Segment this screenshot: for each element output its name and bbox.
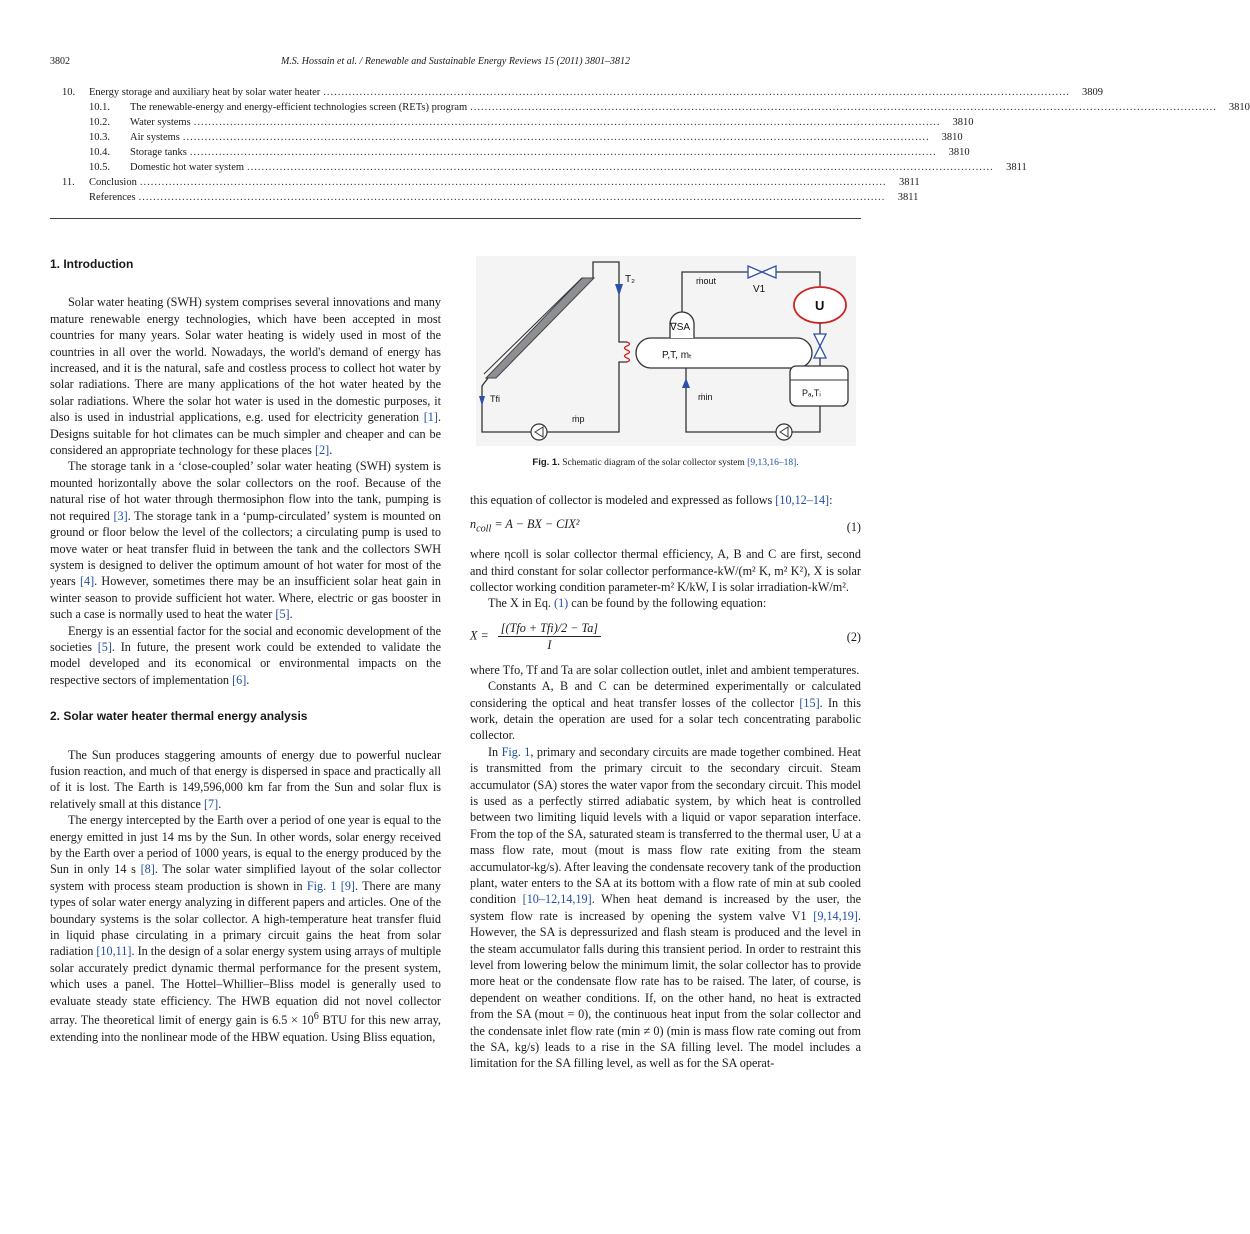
text-run: . Designs suitable for hot climates can be much simpler and cheaper and can be considered an appropriate technology for these places bbox=[50, 410, 441, 458]
text-run: . bbox=[218, 796, 222, 811]
page-number: 3802 bbox=[50, 56, 70, 67]
toc-title: Energy storage and auxiliary heat by solar water heater bbox=[89, 87, 321, 98]
figure-link[interactable]: Fig. 1 bbox=[306, 878, 337, 893]
equation-2 bbox=[470, 620, 861, 654]
text-run: . bbox=[289, 607, 293, 622]
text-run: . However, sometimes there may be an insufficient solar heat gain in winter season to provide sufficient hot water. Where, electric or gas booster in such a case is normally used to heat the water bbox=[50, 574, 441, 622]
toc-leader: .............................................................................................................................................................................................................. bbox=[193, 117, 941, 128]
eq-subscript: coll bbox=[476, 523, 492, 535]
paragraph bbox=[470, 492, 861, 508]
toc-page: 3811 bbox=[1006, 162, 1027, 173]
toc-leader: .............................................................................................................................................................................................................. bbox=[189, 147, 937, 158]
schematic-diagram bbox=[476, 256, 856, 446]
toc-leader: .............................................................................................................................................................................................................. bbox=[247, 162, 994, 173]
text-run: . There are many types of solar water energy analyzing in different papers and articles. One of the boundary systems is the solar collector. A high-temperature heat transfer fluid in liquid phase circulating in a primary circuit gains the heat from solar radiation bbox=[50, 878, 441, 959]
toc-entry[interactable] bbox=[62, 145, 970, 160]
text-run: In bbox=[488, 744, 502, 759]
figure-link[interactable]: Fig. 1 bbox=[501, 744, 531, 759]
figure-caption bbox=[470, 457, 861, 468]
superscript: 6 bbox=[313, 1011, 319, 1023]
caption-label: Fig. 1. bbox=[532, 457, 560, 468]
toc-number: 10.1. bbox=[89, 102, 110, 113]
citation-link[interactable]: [3] bbox=[113, 508, 128, 523]
eq-denominator: I bbox=[547, 638, 552, 653]
condensate-pump-icon bbox=[776, 424, 792, 440]
toc-number: 10.5. bbox=[89, 162, 110, 173]
text-run: : bbox=[829, 493, 833, 507]
text-run: . However, the SA is depressurized and flash steam is produced and the level in the steam accumulator falls during this transient period. In order to restraint this level from lowering below the minimum limit, the solar collector has to provide more heat or the condensate flow rate has to be raised. The later, of course, is dependent on weather conditions. If, on the other hand, no heat is extracted from the SA (mout = 0), the continuous heat input from the solar collector and the condensate inlet flow rate (min ≠ 0) (min is mass flow rate coming out from the SA, kg/s) leads to a rise in the SA filling level. The model includes a limitation for the SA filling level, as well as for the SA operat- bbox=[470, 908, 861, 1071]
label-m-p: ṁp bbox=[572, 414, 585, 424]
toc-title: The renewable-energy and energy-efficient technologies screen (RETs) program bbox=[130, 102, 468, 113]
toc-page: 3811 bbox=[898, 177, 920, 188]
text-run: . When heat demand is increased by the user, the system flow rate is increased by opening the system valve V1 bbox=[470, 892, 861, 923]
toc-page: 3811 bbox=[897, 192, 919, 203]
text-run: The X in Eq. bbox=[488, 596, 555, 611]
toc-page: 3810 bbox=[948, 147, 970, 158]
equation-body bbox=[470, 516, 579, 538]
toc-title: Air systems bbox=[130, 132, 180, 143]
text-run: The energy intercepted by the Earth over a period of one year is equal to the energy emitted in just 14 ms by the Sun. In other words, solar energy received by the Earth over a period of 1000 years, is equal to the energy produced by the Sun in only 14 s bbox=[50, 813, 441, 877]
text-run: this equation of collector is modeled and expressed as follows bbox=[470, 493, 776, 507]
citation-link[interactable]: [4] bbox=[79, 574, 95, 589]
left-column bbox=[50, 256, 441, 1045]
toc-number: 10.3. bbox=[89, 132, 110, 143]
toc-number: 10.4. bbox=[89, 147, 110, 158]
journal-citation: M.S. Hossain et al. / Renewable and Sustainable Energy Reviews 15 (2011) 3801–3812 bbox=[280, 56, 631, 67]
paragraph bbox=[50, 458, 441, 622]
label-tfi: Tfi bbox=[490, 394, 500, 404]
paragraph bbox=[50, 623, 441, 689]
text-run: . bbox=[246, 672, 250, 687]
toc-page: 3809 bbox=[1082, 87, 1104, 98]
text-run: The Sun produces staggering amounts of energy due to powerful nuclear fusion reaction, and much of that energy is dispersed in space and practically all of it is lost. The Earth is 149,596,000 km far from the Sun and solar flux is relatively small at this distance bbox=[50, 747, 441, 811]
toc-title: Conclusion bbox=[89, 177, 137, 188]
text-run: . In this work, detain the operation are used for a solar tech concentrating parabolic collector. bbox=[470, 695, 861, 743]
text-run: . The storage tank in a ‘pump-circulated’ system is mounted on ground or floor below the level of the collectors; a circulating pump is used to move water or heat transfer fluid in between the tank and the collectors SWH system is designed to deliver the optimum amount of hot water for most of the years bbox=[50, 508, 441, 589]
section-heading-thermal-analysis: 2. Solar water heater thermal energy analysis bbox=[50, 709, 308, 724]
text-run: Solar water heating (SWH) system comprises several innovations and many mature renewable energy technologies, which have been accepted in most countries for many years. Solar water heating is widely used in most of the countries in all over the world. Nowadays, the world's demand of energy has increased, and it is the natural, safe and costless process to collect hot water by solar radiations. There are many applications of the hot water heated by the solar radiations. Where the solar hot water is used in the domestic purposes, it also is used in industrial applications, e.g. used for electricity generation bbox=[50, 295, 441, 425]
paragraph bbox=[50, 747, 441, 813]
toc-entry[interactable] bbox=[62, 115, 974, 130]
toc-leader: .............................................................................................................................................................................................................. bbox=[323, 87, 1071, 98]
citation-link[interactable]: [6] bbox=[232, 672, 247, 687]
text-run: The storage tank in a ‘close-coupled’ solar water heating (SWH) system is mounted horizontally above the solar collectors on the roof. Because of the natural rise of hot water through thermosiphon flow into the tank, pumping is not required bbox=[50, 459, 441, 523]
equation-number: (1) bbox=[846, 520, 861, 535]
toc-entry[interactable] bbox=[62, 190, 919, 205]
label-pa-ti: Pₐ,Tᵢ bbox=[802, 388, 821, 398]
toc-number: 11. bbox=[62, 177, 75, 188]
paragraph bbox=[50, 812, 441, 1045]
condensate-recovery-tank bbox=[790, 366, 848, 406]
citation-link[interactable]: [5] bbox=[275, 607, 290, 622]
label-sa: ∇SA bbox=[670, 322, 691, 333]
text-run: . In the design of a solar energy system using arrays of multiple solar accurately predict dynamic thermal performance for the present system, which uses a panel. The Hottel–Whillier–Bliss model is generally used to evaluate steady state efficiency. The HWB equation did not novel collector array. The theoretical limit of energy gain is 6.5 × 10 bbox=[50, 944, 441, 1028]
toc-leader: .............................................................................................................................................................................................................. bbox=[470, 102, 1217, 113]
label-ptm: P,T, mₜ bbox=[662, 350, 692, 361]
citation-link[interactable]: [5] bbox=[97, 639, 112, 654]
citation-link[interactable]: [2] bbox=[314, 443, 330, 458]
label-m-out: ṁout bbox=[696, 276, 717, 286]
toc-page: 3810 bbox=[952, 117, 974, 128]
citation-link[interactable]: [8] bbox=[140, 862, 155, 877]
right-column bbox=[470, 492, 861, 1072]
text-run: Constants A, B and C can be determined experimentally or calculated considering the optical and heat transfer losses of the collector bbox=[470, 679, 861, 710]
toc-entry[interactable] bbox=[62, 100, 1250, 115]
eq-lhs: X = bbox=[470, 628, 489, 643]
equation-number: (2) bbox=[846, 629, 861, 644]
citation-link[interactable]: [10,12–14] bbox=[775, 493, 830, 507]
toc-title: Storage tanks bbox=[130, 147, 187, 158]
toc-number: 10. bbox=[62, 87, 76, 98]
equation-1 bbox=[470, 516, 861, 538]
paragraph bbox=[50, 294, 441, 458]
toc-divider bbox=[50, 218, 861, 219]
caption-text: Schematic diagram of the solar collector system bbox=[559, 458, 748, 468]
citation-link[interactable]: [9,14,19] bbox=[813, 908, 858, 923]
eq-rhs: = A − BX − CIX² bbox=[491, 517, 580, 532]
equation-link[interactable]: (1) bbox=[554, 596, 569, 611]
toc-title: Domestic hot water system bbox=[130, 162, 245, 173]
text-run: . In future, the present work could be extended to validate the model developed and its economical or environmental impacts on the respective sectors of implementation bbox=[50, 639, 441, 687]
citation-link[interactable]: [10,11] bbox=[96, 944, 132, 959]
citation-link[interactable]: [7] bbox=[204, 796, 219, 811]
toc-title: References bbox=[89, 192, 136, 203]
toc-entry[interactable] bbox=[62, 85, 1104, 100]
toc-entry[interactable] bbox=[62, 175, 920, 190]
citation-link[interactable]: [10–12,14,19] bbox=[522, 892, 592, 907]
citation-link[interactable]: [9] bbox=[340, 878, 355, 893]
paragraph bbox=[470, 678, 861, 744]
eq-fraction bbox=[498, 620, 601, 654]
paragraph: where ηcoll is solar collector thermal efficiency, A, B and C are first, second and third constant for solar collector performance-kW/(m² K, m² K²), X is solar collector working condition parameter-m² K/kW, I is solar irradiation-kW/m². bbox=[470, 547, 861, 595]
table-of-contents bbox=[62, 85, 1250, 205]
eq-numerator: [(Tfo + Tfi)/2 − Ta] bbox=[498, 620, 601, 637]
paragraph bbox=[470, 595, 861, 611]
toc-entry[interactable] bbox=[62, 130, 963, 145]
primary-pump-icon bbox=[531, 424, 547, 440]
citation-link[interactable]: [15] bbox=[799, 695, 820, 710]
toc-leader: .............................................................................................................................................................................................................. bbox=[182, 132, 930, 143]
text-run: . The solar water simplified layout of the solar collector system with process steam production is shown in bbox=[50, 862, 442, 893]
section-heading-introduction: 1. Introduction bbox=[50, 257, 134, 271]
text-run: . bbox=[329, 443, 333, 458]
label-m-in: ṁin bbox=[698, 392, 713, 402]
toc-number: 10.2. bbox=[89, 117, 110, 128]
text-run: Energy is an essential factor for the social and economic development of the societies bbox=[50, 623, 441, 654]
eq-lhs: n bbox=[470, 517, 477, 532]
text-run: BTU for this new array, extending into the nonlinear mode of the HBW equation. Using Bliss equation, bbox=[50, 1013, 441, 1044]
toc-leader: .............................................................................................................................................................................................................. bbox=[138, 192, 886, 203]
label-user-u: U bbox=[815, 298, 825, 313]
toc-page: 3810 bbox=[1228, 102, 1250, 113]
toc-page: 3810 bbox=[941, 132, 963, 143]
figure-solar-collector-schematic bbox=[476, 256, 856, 446]
toc-entry[interactable] bbox=[62, 160, 1027, 175]
toc-leader: .............................................................................................................................................................................................................. bbox=[139, 177, 887, 188]
caption-text: . bbox=[796, 458, 799, 468]
citation-link[interactable]: [9,13,16–18] bbox=[747, 458, 797, 468]
paragraph bbox=[470, 744, 861, 1072]
text-run: can be found by the following equation: bbox=[568, 596, 767, 611]
equation-body bbox=[470, 620, 601, 654]
toc-title: Water systems bbox=[130, 117, 191, 128]
label-v1: V1 bbox=[753, 284, 766, 295]
citation-link[interactable]: [1] bbox=[423, 410, 438, 425]
label-t2: T₂ bbox=[625, 274, 635, 285]
text-run: , primary and secondary circuits are made together combined. Heat is transmitted from the primary circuit to the secondary circuit. Steam accumulator (SA) stores the water vapor from the secondary circuit. This model is used as a perfectly stirred adiabatic system, by which heat is controlled between two limiting liquid levels with a liquid or vapor separation interface. From the top of the SA, saturated steam is transferred to the thermal user, U at a mass flow rate, mout (mout is mass flow rate exiting from the steam accumulator-kg/s). After leaving the condensate recovery tank of the production plant, water enters to the SA at its bottom with a flow rate of min at sub cooled condition bbox=[470, 744, 861, 907]
paragraph: where Tfo, Tf and Ta are solar collection outlet, inlet and ambient temperatures. bbox=[470, 662, 860, 677]
